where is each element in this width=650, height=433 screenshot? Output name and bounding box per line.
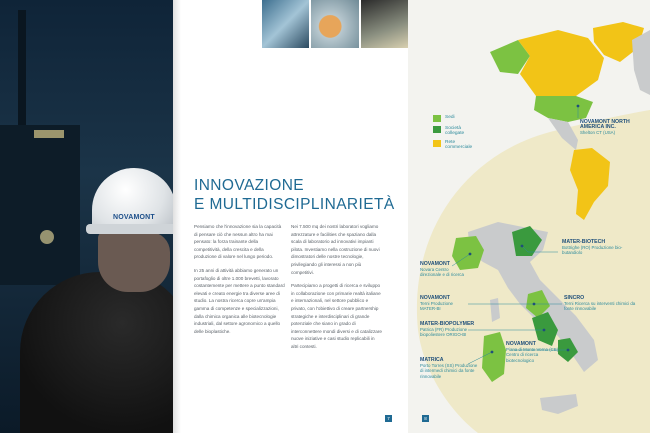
legend-item-commerciale — [433, 140, 477, 150]
site-marker — [533, 303, 536, 306]
legend-swatch — [433, 140, 441, 147]
lab-photo-strip — [262, 0, 408, 48]
label-title: MATRICA — [420, 357, 444, 363]
label-novamont-campania — [506, 342, 566, 363]
label-subtitle: Novara Centro direzionale e di ricerca — [420, 267, 464, 278]
worker-shoulders — [20, 272, 173, 433]
map-page — [408, 0, 650, 433]
label-subtitle: Bottrighe (RO) Produzione bio-butandiolo — [562, 245, 623, 256]
label-sincro — [564, 296, 636, 312]
label-mater-biopolymer — [420, 322, 482, 338]
label-title: MATER-BIOTECH — [562, 239, 606, 245]
label-subtitle: Porto Torres (SS) Produzione di intermedi chimici da fonte rinnovabile — [420, 363, 478, 379]
label-title: SINCRO — [564, 295, 585, 301]
page-number-right: 8 — [422, 415, 429, 422]
europe-shape — [632, 30, 650, 95]
worker-head — [98, 232, 170, 292]
label-novamont-terni — [420, 296, 470, 312]
label-novamont-north-america — [580, 120, 648, 136]
label-title: NOVAMONT — [420, 295, 450, 301]
heading-line-2: E MULTIDISCIPLINARIETÀ — [194, 196, 395, 213]
label-subtitle: Piana di Monte Verna (CE) Centro di ricerca biotecnologico — [506, 347, 559, 363]
plant-light — [40, 230, 54, 244]
heading-line-1: INNOVAZIONE — [194, 177, 305, 194]
legend-label: Rete commerciale — [445, 140, 473, 150]
label-title: NOVAMONT NORTH AMERICA INC. — [580, 119, 630, 131]
site-marker — [469, 253, 472, 256]
text-page — [173, 0, 408, 433]
canada-shape — [518, 30, 604, 96]
site-marker — [543, 329, 546, 332]
lab-photo-1 — [262, 0, 309, 48]
paragraph: Pensiamo che l'innovazione sia la capacità di pensare ciò che nessun altro ha mai pensato: la forza trainante della competitività, della crescita e della produzione di valore nel lungo periodo. — [194, 224, 282, 260]
site-marker — [521, 245, 524, 248]
label-title: NOVAMONT — [506, 341, 536, 347]
label-novamont-novara — [420, 262, 464, 278]
text-column-2 — [291, 223, 383, 357]
paragraph: Nei 7.500 mq dei nostri laboratori vogliamo attrezzature e facilities che spaziano dalla scala di laboratorio ad innovativi impianti pilota. Investiamo nella costruzione di nuovi dimostratori delle nostre tecnologie, privilegiando gli interessi a non più competitivi. — [291, 224, 380, 275]
page-number-left: 7 — [385, 415, 392, 422]
legend-label: Sedi — [445, 115, 455, 120]
label-mater-biotech — [562, 240, 632, 256]
legend-swatch — [433, 115, 441, 122]
map-legend — [433, 115, 477, 154]
lab-photo-2 — [311, 0, 358, 48]
industrial-worker-photo — [0, 0, 173, 433]
plant-structure — [0, 125, 80, 285]
paragraph: In 25 anni di attività abbiamo generato un portafoglio di oltre 1.000 brevetti, lavorato costantemente per mettere a punto standard elevati e creato energie tra diverse aree di studio. La nostra ricerca copre un'ampia gamma di competenze e specializzazioni, dalla chimica organica alle biotecnologie industriali, dal settore agronomico a quello delle bioplastiche. — [194, 267, 285, 334]
site-marker — [577, 105, 580, 108]
helmet-logo-text: NOVAMONT — [113, 214, 155, 221]
site-marker — [491, 351, 494, 354]
section-heading — [194, 176, 395, 214]
lab-photo-3 — [361, 0, 408, 48]
text-column-1 — [194, 223, 286, 341]
label-matrica — [420, 358, 480, 379]
label-subtitle: Terni Produzione MATER-BI — [420, 301, 453, 312]
label-title: NOVAMONT — [420, 261, 450, 267]
label-subtitle: Patrica (FR) Produzione biopoliestere ORIGO-BI — [420, 327, 468, 338]
legend-item-collegate — [433, 126, 477, 136]
site-marker — [567, 349, 570, 352]
legend-label: Società collegate — [445, 126, 465, 136]
label-subtitle: Terni Ricerca su interventi chimici da fonte rinnovabile — [564, 301, 636, 312]
page-gutter-shadow — [173, 0, 181, 433]
legend-item-sedi — [433, 115, 477, 122]
label-subtitle: Shelton CT (USA) — [580, 130, 616, 136]
plant-light — [34, 130, 64, 138]
hard-hat-brim — [86, 224, 173, 234]
label-title: MATER-BIOPOLYMER — [420, 321, 475, 327]
paragraph: Partecipiamo a progetti di ricerca e sviluppo in collaborazione con primarie realtà italiane e internazionali, nel settore pubblico e privato, con l'obiettivo di creare partnership strategiche e interdisciplinari di grande potenziale che siano in grado di interconnettere mondi diversi e di catalizzare nuove iniziative e casi studio replicabili in altri contesti. — [291, 283, 382, 349]
legend-swatch — [433, 126, 441, 133]
